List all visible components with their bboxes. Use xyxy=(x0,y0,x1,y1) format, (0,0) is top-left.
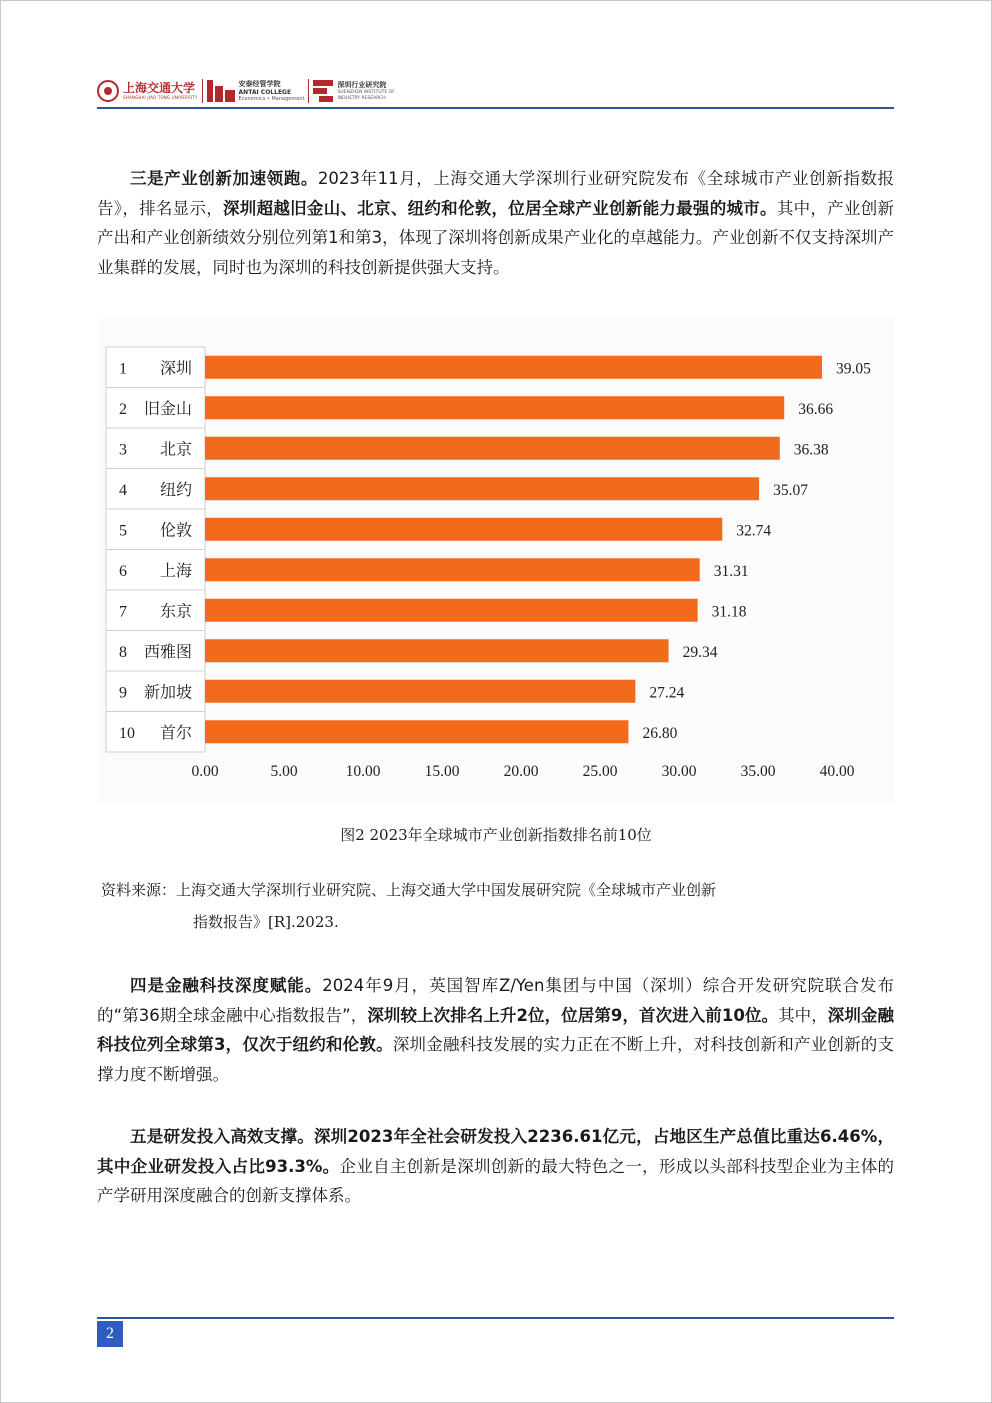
paragraph-text: 其中，产业创新产出和产业创新绩效分别位列第1和第3，体现了深圳将创新成果产业化的卓越能力。产业创新不仅支持深圳产业集群的发展，同时也为深圳的科技创新提供强大支持。 xyxy=(97,198,895,277)
x-tick-label: 10.00 xyxy=(345,763,381,780)
paragraph-industry-innovation xyxy=(97,164,894,282)
city-label: 旧金山 xyxy=(143,398,192,418)
rank-label: 7 xyxy=(119,603,127,621)
paragraph-emphasis: 深圳超越旧金山、北京、纽约和伦敦，位居全球产业创新能力最强的城市。 xyxy=(223,198,777,218)
sjtu-name-cn: 上海交通大学 xyxy=(123,81,196,95)
ranking-chart-svg xyxy=(99,318,894,804)
rank-label: 3 xyxy=(119,441,127,459)
value-label: 29.34 xyxy=(682,643,718,661)
value-label: 31.18 xyxy=(711,603,747,621)
logo-separator xyxy=(308,79,309,103)
x-tick-label: 25.00 xyxy=(582,763,618,780)
sjtu-seal-icon xyxy=(97,80,119,102)
paragraph-lead: 五是研发投入高效支撑。 xyxy=(130,1127,314,1146)
paragraph-fintech xyxy=(97,971,894,1089)
rank-label: 6 xyxy=(119,562,127,580)
paragraph-text: 2023年11月，上海交通大学深圳行业研究院发布《全球城市产业创新指数报告》，排名显示， xyxy=(97,169,894,218)
sz-institute-name-en-2: INDUSTRY RESEARCH xyxy=(337,95,386,101)
antai-name-en: ANTAI COLLEGE xyxy=(238,89,292,96)
paragraph-lead: 三是产业创新加速领跑。 xyxy=(130,169,318,188)
rank-label: 10 xyxy=(119,724,135,742)
bar xyxy=(205,477,759,500)
figure-source-line-2: 指数报告》[R].2023. xyxy=(193,913,339,931)
paragraph-text: 2024年9月，英国智库Z/Yen集团与中国（深圳）综合开发研究院联合发布的“第36期全球金融中心指数报告”， xyxy=(97,976,894,1025)
x-tick-label: 5.00 xyxy=(270,763,298,780)
value-label: 35.07 xyxy=(773,481,808,499)
figure-source xyxy=(101,874,896,938)
paragraph-emphasis: 深圳较上次排名上升2位，位居第9，首次进入前10位。 xyxy=(367,1005,779,1025)
footer-rule xyxy=(97,1317,894,1319)
city-label: 纽约 xyxy=(159,479,192,499)
city-label: 北京 xyxy=(159,439,192,459)
sjtu-logo xyxy=(97,76,395,106)
paragraph-text: 企业自主创新是深圳创新的最大特色之一，形成以头部科技型企业为主体的产学研用深度融合的创新支撑体系。 xyxy=(97,1156,894,1205)
bar xyxy=(205,396,784,419)
rank-label: 5 xyxy=(119,522,127,540)
city-label: 西雅图 xyxy=(143,641,192,661)
rank-label: 4 xyxy=(119,481,127,499)
paragraph-emphasis: 深圳金融科技位列全球第3，仅次于纽约和伦敦。 xyxy=(97,1005,894,1054)
city-label: 首尔 xyxy=(159,722,192,742)
paragraph-text: 其中， xyxy=(778,1005,828,1025)
sz-institute-name-en-1: SHENZHEN INSTITUTE OF xyxy=(337,89,395,95)
value-label: 36.38 xyxy=(793,441,829,459)
value-label: 27.24 xyxy=(649,684,685,702)
figure-source-line-1: 资料来源：上海交通大学深圳行业研究院、上海交通大学中国发展研究院《全球城市产业创新 xyxy=(101,881,717,899)
rank-label: 2 xyxy=(119,400,127,418)
bar xyxy=(205,720,628,743)
bar xyxy=(205,599,698,622)
paragraph-emphasis: 深圳2023年全社会研发投入2236.61亿元，占地区生产总值比重达6.46%，其中企业研发投入占比93.3%。 xyxy=(97,1127,894,1176)
city-label: 上海 xyxy=(159,560,192,580)
page-header xyxy=(97,72,894,108)
bar xyxy=(205,680,635,703)
city-label: 伦敦 xyxy=(159,520,192,540)
bar xyxy=(205,639,669,662)
value-label: 39.05 xyxy=(835,360,871,378)
antai-subtitle-en: Economics • Management xyxy=(238,96,305,102)
city-label: 东京 xyxy=(159,601,192,621)
paragraph-lead: 四是金融科技深度赋能。 xyxy=(130,976,323,995)
bar xyxy=(205,437,780,460)
x-tick-label: 40.00 xyxy=(819,763,855,780)
paragraph-text: 深圳金融科技发展的实力正在不断上升，对科技创新和产业创新的支撑力度不断增强。 xyxy=(97,1035,895,1084)
x-tick-label: 30.00 xyxy=(661,763,697,780)
sz-institute-name-cn: 深圳行业研究院 xyxy=(337,80,387,89)
city-label: 新加坡 xyxy=(143,682,192,702)
x-tick-label: 15.00 xyxy=(424,763,460,780)
ranking-chart xyxy=(99,318,894,804)
rank-label: 1 xyxy=(119,360,127,378)
x-tick-label: 0.00 xyxy=(191,763,219,780)
header-rule xyxy=(97,107,894,109)
x-tick-label: 20.00 xyxy=(503,763,539,780)
value-label: 31.31 xyxy=(713,562,749,580)
sz-institute-logo-icon xyxy=(313,80,333,102)
bar xyxy=(205,356,822,379)
value-label: 36.66 xyxy=(798,400,834,418)
page-number: 2 xyxy=(97,1321,123,1347)
figure-caption: 图2 2023年全球城市产业创新指数排名前10位 xyxy=(340,826,652,844)
sjtu-name-en: SHANGHAI JIAO TONG UNIVERSITY xyxy=(123,95,198,100)
bar xyxy=(205,518,722,541)
antai-logo-icon xyxy=(207,80,235,102)
value-label: 32.74 xyxy=(736,522,772,540)
value-label: 26.80 xyxy=(642,724,678,742)
rank-label: 8 xyxy=(119,643,127,661)
bar xyxy=(205,558,700,581)
antai-name-cn: 安泰经管学院 xyxy=(238,80,281,88)
x-tick-label: 35.00 xyxy=(740,763,776,780)
paragraph-rd-investment xyxy=(97,1122,894,1211)
logo-separator xyxy=(202,79,203,103)
rank-label: 9 xyxy=(119,684,127,702)
city-label: 深圳 xyxy=(159,358,192,378)
